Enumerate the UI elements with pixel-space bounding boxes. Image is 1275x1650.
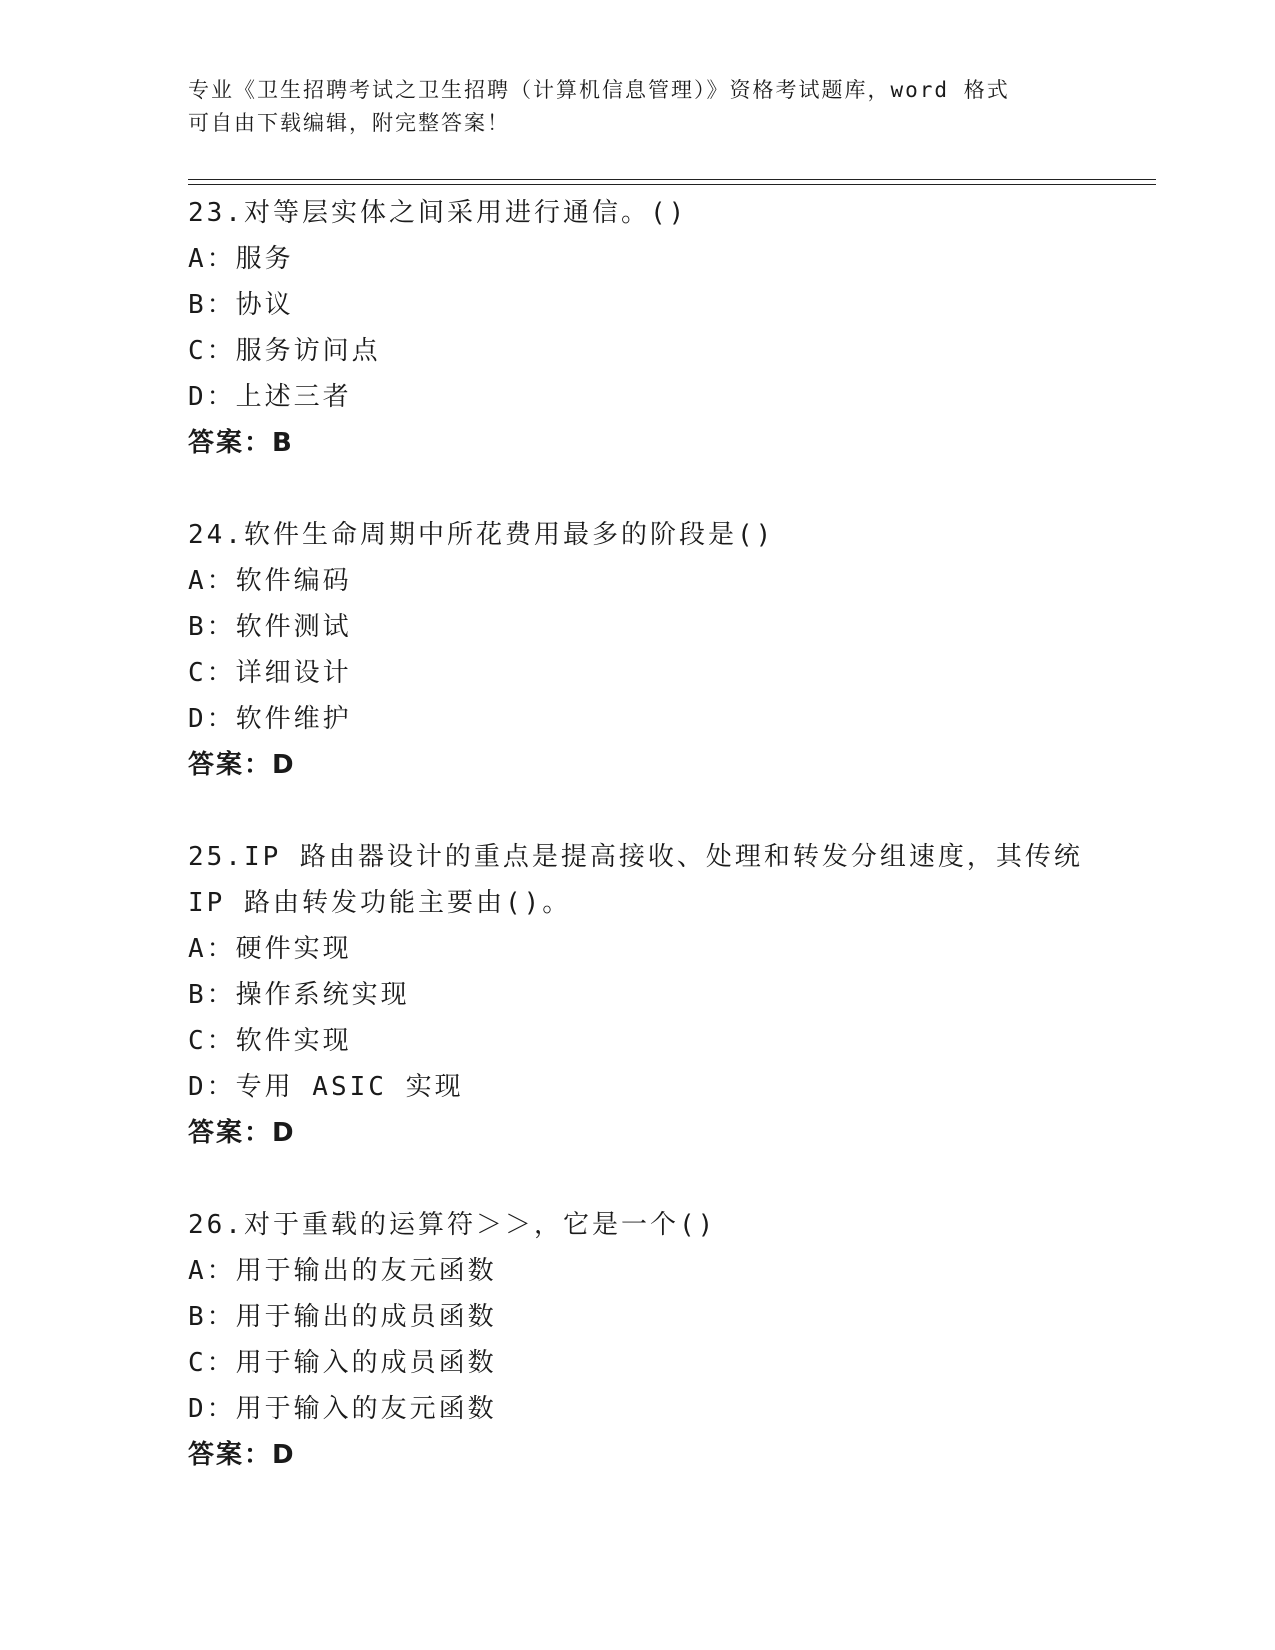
option-c: C：详细设计 xyxy=(188,658,352,688)
question-26 xyxy=(188,1202,1088,1478)
question-stem-continued: IP 路由转发功能主要由()。 xyxy=(188,888,572,918)
question-25 xyxy=(188,834,1088,1156)
question-24 xyxy=(188,512,1088,788)
question-23 xyxy=(188,190,1088,466)
option-c: C：软件实现 xyxy=(188,1026,352,1056)
option-b: B：用于输出的成员函数 xyxy=(188,1302,497,1332)
answer-label: 答案：B xyxy=(188,428,294,458)
option-c: C：用于输入的成员函数 xyxy=(188,1348,497,1378)
option-d: D：用于输入的友元函数 xyxy=(188,1394,497,1424)
answer-label: 答案：D xyxy=(188,750,296,780)
question-stem: 24.软件生命周期中所花费用最多的阶段是() xyxy=(188,520,775,550)
question-list xyxy=(188,190,1088,1524)
question-stem: 23.对等层实体之间采用进行通信。() xyxy=(188,198,688,228)
option-c: C：服务访问点 xyxy=(188,336,381,366)
option-a: A：用于输出的友元函数 xyxy=(188,1256,497,1286)
answer-label: 答案：D xyxy=(188,1440,296,1470)
option-a: A：服务 xyxy=(188,244,294,274)
question-stem: 26.对于重载的运算符＞＞，它是一个() xyxy=(188,1210,717,1240)
option-d: D：上述三者 xyxy=(188,382,352,412)
answer-label: 答案：D xyxy=(188,1118,296,1148)
option-a: A：硬件实现 xyxy=(188,934,352,964)
document-header xyxy=(188,74,1068,140)
option-d: D：软件维护 xyxy=(188,704,352,734)
header-line-1: 专业《卫生招聘考试之卫生招聘（计算机信息管理）》资格考试题库，word 格式 xyxy=(188,78,1010,102)
header-divider-top xyxy=(188,179,1156,180)
header-divider-bottom xyxy=(188,184,1156,185)
option-b: B：协议 xyxy=(188,290,294,320)
header-line-2: 可自由下载编辑，附完整答案！ xyxy=(188,111,510,135)
option-a: A：软件编码 xyxy=(188,566,352,596)
option-b: B：操作系统实现 xyxy=(188,980,410,1010)
question-stem: 25.IP 路由器设计的重点是提高接收、处理和转发分组速度，其传统 xyxy=(188,842,1083,872)
option-b: B：软件测试 xyxy=(188,612,352,642)
option-d: D：专用 ASIC 实现 xyxy=(188,1072,464,1102)
